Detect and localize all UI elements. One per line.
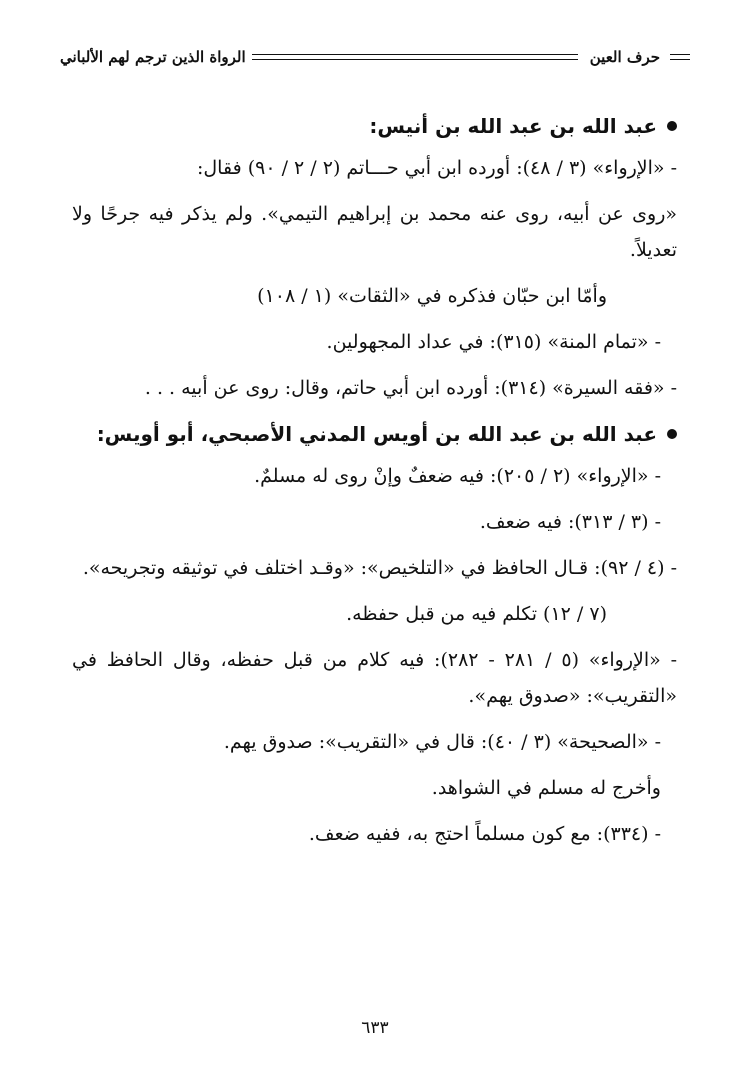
header-rule-short [670,54,690,60]
bullet-icon [667,429,677,439]
citation-line: - «الإرواء» (٥ / ٢٨١ - ٢٨٢): فيه كلام من قبل حفظه، وقال الحافظ في «التقريب»: «صدوق يهم». [72,649,678,707]
entry-heading [72,416,677,452]
header-rule-long [252,54,578,60]
page-body [72,108,677,862]
citation-line: - (٣ / ٣١٣): فيه ضعف. [479,511,661,533]
citation-line: - «الإرواء» (٢ / ٢٠٥): فيه ضعفٌ وإنْ روى له مسلمٌ. [254,465,661,487]
note-line: وأخرج له مسلم في الشواهد. [431,777,661,799]
running-header [60,46,690,68]
quote-line: «روى عن أبيه، روى عنه محمد بن إبراهيم التيمي». ولم يذكر فيه جرحًا ولا تعديلاً. [72,203,677,261]
citation-line: - (٣٣٤): مع كون مسلماً احتج به، ففيه ضعف. [308,823,661,845]
note-line: (٧ / ١٢) تكلم فيه من قبل حفظه. [346,603,607,625]
narrator-name: عبد الله بن عبد الله بن أويس المدني الأصبحي، أبو أويس: [96,422,657,446]
citation-line: - (٤ / ٩٢): قـال الحافظ في «التلخيص»: «وقـد اختلف في توثيقه وتجريحه». [82,557,677,579]
book-title: الرواة الذين ترجم لهم الألباني [60,48,246,66]
page-number: ٦٣٣ [361,1018,389,1038]
citation-line: - «الإرواء» (٣ / ٤٨): أورده ابن أبي حـــاتم (٢ / ٢ / ٩٠) فقال: [196,157,677,179]
entry-heading [72,108,677,144]
narrator-name: عبد الله بن عبد الله بن أنيس: [369,114,657,138]
bullet-icon [667,121,677,131]
note-line: وأمّا ابن حبّان فذكره في «الثقات» (١ / ١٠٨) [257,285,607,307]
citation-line: - «الصحيحة» (٣ / ٤٠): قال في «التقريب»: صدوق يهم. [223,731,661,753]
citation-line: - «فقه السيرة» (٣١٤): أورده ابن أبي حاتم، وقال: روى عن أبيه . . . [144,377,677,399]
chapter-title: حرف العين [589,48,660,66]
citation-line: - «تمام المنة» (٣١٥): في عداد المجهولين. [326,331,661,353]
